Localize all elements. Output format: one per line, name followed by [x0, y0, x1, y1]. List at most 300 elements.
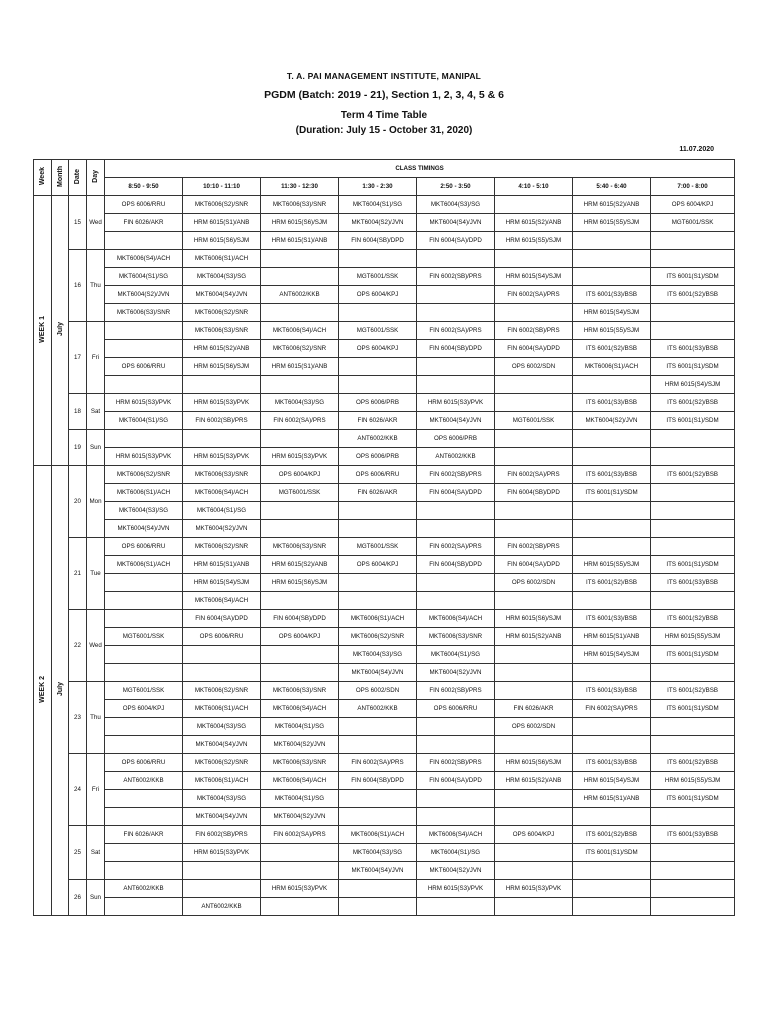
table-row — [34, 286, 735, 304]
class-cell: ITS 6001(S3)/BSB — [573, 394, 651, 412]
table-row — [34, 664, 735, 682]
class-cell — [651, 502, 735, 520]
class-cell: MKT6004(S1)/SG — [261, 790, 339, 808]
class-cell — [339, 304, 417, 322]
class-cell — [573, 736, 651, 754]
class-cell: ANT6002/KKB — [417, 448, 495, 466]
class-cell: MKT6004(S2)/JVN — [417, 862, 495, 880]
class-cell: OPS 6006/PRB — [417, 430, 495, 448]
day-cell: Sun — [87, 430, 105, 466]
table-row — [34, 592, 735, 610]
table-row — [34, 376, 735, 394]
day-cell: Wed — [87, 196, 105, 250]
class-cell — [261, 268, 339, 286]
class-cell — [261, 664, 339, 682]
class-cell — [495, 664, 573, 682]
class-cell — [339, 718, 417, 736]
class-cell: MKT6006(S1)/ACH — [183, 700, 261, 718]
class-cell — [339, 358, 417, 376]
class-cell: HRM 6015(S6)/SJM — [183, 358, 261, 376]
class-cell: MKT6006(S2)/SNR — [183, 304, 261, 322]
class-cell — [651, 430, 735, 448]
class-cell: HRM 6015(S6)/SJM — [495, 610, 573, 628]
class-cell: MKT6004(S3)/SG — [183, 718, 261, 736]
class-cell — [183, 430, 261, 448]
day-cell: Fri — [87, 322, 105, 394]
slot-header: 1:30 - 2:30 — [339, 178, 417, 196]
class-cell: FIN 6002(SA)/PRS — [261, 412, 339, 430]
table-row — [34, 808, 735, 826]
week-cell — [34, 196, 52, 466]
class-cell — [573, 250, 651, 268]
class-cell — [417, 376, 495, 394]
class-cell — [651, 538, 735, 556]
class-cell: ANT6002/KKB — [339, 430, 417, 448]
term-title: Term 4 Time Table — [340, 110, 428, 121]
class-cell: ANT6002/KKB — [261, 286, 339, 304]
class-cell — [495, 898, 573, 916]
class-cell: MKT6006(S4)/ACH — [261, 772, 339, 790]
class-cell: MKT6006(S4)/ACH — [105, 250, 183, 268]
class-cell — [339, 574, 417, 592]
class-cell: MKT6006(S2)/SNR — [183, 538, 261, 556]
class-cell: FIN 6026/AKR — [495, 700, 573, 718]
class-cell — [417, 358, 495, 376]
class-cell — [261, 502, 339, 520]
class-cell: MGT6001/SSK — [495, 412, 573, 430]
class-cell: MKT6006(S2)/SNR — [339, 628, 417, 646]
class-cell — [339, 376, 417, 394]
class-cell — [573, 592, 651, 610]
class-cell — [105, 376, 183, 394]
class-cell: HRM 6015(S3)/PVK — [495, 880, 573, 898]
class-cell: MGT6001/SSK — [339, 268, 417, 286]
class-cell: ITS 6001(S2)/BSB — [573, 340, 651, 358]
class-cell: MKT6004(S4)/JVN — [105, 520, 183, 538]
class-cell — [651, 862, 735, 880]
class-cell — [651, 232, 735, 250]
class-cell — [417, 790, 495, 808]
institute-title: T. A. PAI MANAGEMENT INSTITUTE, MANIPAL — [286, 71, 482, 81]
class-cell: MKT6004(S1)/SG — [261, 718, 339, 736]
class-cell: FIN 6002(SB)/PRS — [417, 268, 495, 286]
date-cell: 16 — [69, 250, 87, 322]
date-cell: 18 — [69, 394, 87, 430]
class-cell: FIN 6004(SA)/DPD — [495, 340, 573, 358]
class-cell: MKT6004(S2)/JVN — [105, 286, 183, 304]
month-cell — [52, 196, 69, 466]
class-cell: ITS 6001(S2)/BSB — [651, 610, 735, 628]
class-cell: ITS 6001(S3)/BSB — [573, 286, 651, 304]
class-cell — [417, 502, 495, 520]
table-row — [34, 754, 735, 772]
table-row — [34, 502, 735, 520]
day-cell: Sun — [87, 880, 105, 916]
class-cell: HRM 6015(S5)/SJM — [651, 628, 735, 646]
class-cell — [261, 844, 339, 862]
class-cell: MKT6004(S4)/JVN — [417, 214, 495, 232]
class-cell — [105, 736, 183, 754]
class-cell — [105, 340, 183, 358]
class-cell — [261, 376, 339, 394]
date-header-label: Date — [74, 168, 81, 185]
class-cell — [495, 520, 573, 538]
class-cell — [105, 664, 183, 682]
class-cell: HRM 6015(S4)/SJM — [573, 646, 651, 664]
class-cell: FIN 6026/AKR — [105, 826, 183, 844]
class-cell: MGT6001/SSK — [105, 628, 183, 646]
class-cell: MKT6004(S2)/JVN — [573, 412, 651, 430]
class-cell — [261, 862, 339, 880]
class-cell: HRM 6015(S1)/ANB — [573, 628, 651, 646]
class-cell: MKT6004(S3)/SG — [105, 502, 183, 520]
slot-header: 4:10 - 5:10 — [495, 178, 573, 196]
table-row — [34, 520, 735, 538]
day-header-label: Day — [92, 170, 99, 183]
class-cell: ITS 6001(S3)/BSB — [651, 340, 735, 358]
class-cell: MKT6006(S4)/ACH — [261, 700, 339, 718]
class-cell: MKT6006(S2)/SNR — [183, 682, 261, 700]
class-cell — [495, 502, 573, 520]
class-cell: FIN 6004(SA)/DPD — [417, 232, 495, 250]
class-cell: ITS 6001(S2)/BSB — [651, 394, 735, 412]
class-cell: HRM 6015(S1)/ANB — [573, 790, 651, 808]
class-cell: ITS 6001(S1)/SDM — [651, 556, 735, 574]
class-cell: FIN 6026/AKR — [339, 484, 417, 502]
class-cell: HRM 6015(S6)/SJM — [495, 754, 573, 772]
slot-header: 10:10 - 11:10 — [183, 178, 261, 196]
slot-header: 2:50 - 3:50 — [417, 178, 495, 196]
class-cell — [573, 430, 651, 448]
class-cell: ANT6002/KKB — [339, 700, 417, 718]
table-row — [34, 430, 735, 448]
table-row — [34, 466, 735, 484]
table-row — [34, 214, 735, 232]
table-row — [34, 718, 735, 736]
class-cell: MKT6004(S4)/JVN — [417, 412, 495, 430]
class-cell — [417, 718, 495, 736]
class-cell: MKT6006(S2)/SNR — [105, 466, 183, 484]
class-cell: ITS 6001(S3)/BSB — [573, 610, 651, 628]
class-cell: ITS 6001(S1)/SDM — [651, 412, 735, 430]
class-cell — [651, 898, 735, 916]
class-cell: HRM 6015(S3)/PVK — [105, 394, 183, 412]
class-cell — [339, 520, 417, 538]
table-row — [34, 358, 735, 376]
class-cell: OPS 6006/PRB — [339, 394, 417, 412]
class-cell — [651, 592, 735, 610]
class-cell: HRM 6015(S1)/ANB — [183, 214, 261, 232]
table-row — [34, 646, 735, 664]
class-cell: OPS 6006/RRU — [339, 466, 417, 484]
class-cell: MKT6006(S3)/SNR — [183, 466, 261, 484]
class-cell: FIN 6002(SB)/PRS — [417, 754, 495, 772]
class-cell: ITS 6001(S2)/BSB — [651, 466, 735, 484]
table-row — [34, 448, 735, 466]
class-cell: MKT6006(S1)/ACH — [183, 250, 261, 268]
class-cell: MKT6006(S4)/ACH — [417, 826, 495, 844]
class-cell — [105, 862, 183, 880]
class-cell: HRM 6015(S3)/PVK — [183, 448, 261, 466]
class-cell — [105, 574, 183, 592]
class-cell — [651, 448, 735, 466]
class-cell — [261, 430, 339, 448]
class-cell — [573, 502, 651, 520]
class-cell: MKT6004(S1)/SG — [417, 646, 495, 664]
class-cell: FIN 6002(SB)/PRS — [417, 466, 495, 484]
class-cell: HRM 6015(S1)/ANB — [261, 358, 339, 376]
table-row — [34, 196, 735, 214]
class-cell: ANT6002/KKB — [183, 898, 261, 916]
class-cell: FIN 6002(SA)/PRS — [417, 322, 495, 340]
class-cell — [651, 736, 735, 754]
class-cell: ITS 6001(S3)/BSB — [573, 682, 651, 700]
class-cell: HRM 6015(S4)/SJM — [651, 376, 735, 394]
table-row — [34, 574, 735, 592]
week-header-label: Week — [39, 167, 46, 186]
class-cell: FIN 6004(SB)/DPD — [261, 610, 339, 628]
class-cell: ANT6002/KKB — [105, 880, 183, 898]
class-cell: MKT6006(S1)/ACH — [105, 484, 183, 502]
class-cell — [495, 250, 573, 268]
class-cell — [651, 304, 735, 322]
class-cell: OPS 6006/RRU — [105, 196, 183, 214]
class-cell — [105, 610, 183, 628]
class-cell: OPS 6004/KPJ — [261, 466, 339, 484]
class-cell — [573, 808, 651, 826]
class-cell: OPS 6006/RRU — [417, 700, 495, 718]
class-cell — [495, 844, 573, 862]
class-cell: MKT6004(S3)/SG — [183, 790, 261, 808]
class-cell: OPS 6006/RRU — [105, 358, 183, 376]
class-cell: MGT6001/SSK — [651, 214, 735, 232]
class-cell — [651, 880, 735, 898]
class-cell — [105, 844, 183, 862]
class-cell — [417, 736, 495, 754]
class-cell — [495, 430, 573, 448]
class-cell — [339, 592, 417, 610]
class-cell: MKT6004(S2)/JVN — [417, 664, 495, 682]
class-cell: HRM 6015(S4)/SJM — [573, 772, 651, 790]
class-cell: HRM 6015(S4)/SJM — [573, 304, 651, 322]
class-cell — [495, 736, 573, 754]
class-cell: HRM 6015(S2)/ANB — [495, 214, 573, 232]
class-cell: ITS 6001(S1)/SDM — [573, 844, 651, 862]
class-cell: HRM 6015(S4)/SJM — [495, 268, 573, 286]
class-cell: HRM 6015(S6)/SJM — [261, 214, 339, 232]
class-cell: MKT6006(S1)/ACH — [339, 610, 417, 628]
class-cell: ITS 6001(S2)/BSB — [651, 754, 735, 772]
month-header — [52, 160, 69, 196]
class-cell: MKT6004(S4)/JVN — [339, 664, 417, 682]
class-cell: FIN 6002(SB)/PRS — [183, 826, 261, 844]
class-cell: OPS 6002/SDN — [495, 718, 573, 736]
class-cell: MKT6006(S2)/SNR — [261, 340, 339, 358]
class-cell: ITS 6001(S1)/SDM — [651, 646, 735, 664]
class-cell — [573, 520, 651, 538]
class-cell: FIN 6002(SA)/PRS — [495, 286, 573, 304]
class-cell — [417, 574, 495, 592]
class-cell — [183, 646, 261, 664]
day-cell: Wed — [87, 610, 105, 682]
class-cell — [495, 592, 573, 610]
program-title: PGDM (Batch: 2019 - 21), Section 1, 2, 3, 4, 5 & 6 — [264, 89, 504, 101]
class-cell — [573, 268, 651, 286]
class-cell — [339, 736, 417, 754]
class-cell — [651, 250, 735, 268]
class-cell: MKT6004(S4)/JVN — [339, 862, 417, 880]
class-cell: MKT6006(S3)/SNR — [261, 754, 339, 772]
class-cell: HRM 6015(S2)/ANB — [261, 556, 339, 574]
class-cell: ANT6002/KKB — [105, 772, 183, 790]
table-row — [34, 538, 735, 556]
class-cell: FIN 6026/AKR — [105, 214, 183, 232]
class-cell: HRM 6015(S3)/PVK — [183, 844, 261, 862]
class-cell: FIN 6002(SA)/PRS — [339, 754, 417, 772]
class-cell: ITS 6001(S2)/BSB — [651, 286, 735, 304]
class-cell: OPS 6004/KPJ — [339, 556, 417, 574]
day-cell: Thu — [87, 250, 105, 322]
class-cell: HRM 6015(S1)/ANB — [261, 232, 339, 250]
class-cell — [573, 448, 651, 466]
class-cell: MKT6004(S2)/JVN — [261, 808, 339, 826]
table-row — [34, 394, 735, 412]
table-row — [34, 898, 735, 916]
class-cell: MKT6006(S3)/SNR — [183, 322, 261, 340]
slot-header: 8:50 - 9:50 — [105, 178, 183, 196]
class-cell — [183, 880, 261, 898]
class-cell — [105, 790, 183, 808]
class-cell: OPS 6002/SDN — [495, 358, 573, 376]
class-cell — [417, 520, 495, 538]
table-row — [34, 736, 735, 754]
class-cell — [573, 880, 651, 898]
class-cell: ITS 6001(S2)/BSB — [573, 574, 651, 592]
class-cell: MGT6001/SSK — [261, 484, 339, 502]
class-cell — [183, 862, 261, 880]
class-cell: ITS 6001(S3)/BSB — [573, 466, 651, 484]
class-cell: FIN 6002(SB)/PRS — [495, 322, 573, 340]
class-cell: FIN 6004(SB)/DPD — [339, 232, 417, 250]
table-row — [34, 322, 735, 340]
class-cell: MGT6001/SSK — [105, 682, 183, 700]
class-cell: MKT6006(S4)/ACH — [261, 322, 339, 340]
class-cell: OPS 6006/RRU — [183, 628, 261, 646]
class-cell: ITS 6001(S3)/BSB — [651, 826, 735, 844]
class-cell — [105, 808, 183, 826]
class-cell — [495, 808, 573, 826]
class-cell: MKT6004(S1)/SG — [183, 502, 261, 520]
class-cell: HRM 6015(S5)/SJM — [573, 322, 651, 340]
table-row — [34, 772, 735, 790]
table-row — [34, 880, 735, 898]
class-cell: OPS 6004/KPJ — [495, 826, 573, 844]
class-cell: OPS 6004/KPJ — [105, 700, 183, 718]
class-cell — [417, 250, 495, 268]
table-row — [34, 790, 735, 808]
class-cell: MKT6006(S4)/ACH — [183, 592, 261, 610]
class-cell — [261, 250, 339, 268]
table-row — [34, 610, 735, 628]
class-cell: OPS 6002/SDN — [339, 682, 417, 700]
class-cell — [651, 322, 735, 340]
day-cell: Thu — [87, 682, 105, 754]
table-row — [34, 412, 735, 430]
class-cell: MKT6004(S4)/JVN — [183, 736, 261, 754]
class-cell — [495, 682, 573, 700]
date-header — [69, 160, 87, 196]
class-cell — [573, 538, 651, 556]
class-cell — [573, 232, 651, 250]
class-cell: FIN 6002(SA)/PRS — [495, 466, 573, 484]
table-row — [34, 862, 735, 880]
class-cell: MKT6004(S3)/SG — [183, 268, 261, 286]
class-cell: ITS 6001(S1)/SDM — [651, 700, 735, 718]
class-cell — [261, 520, 339, 538]
class-timings-header: CLASS TIMINGS — [105, 160, 735, 178]
class-cell: HRM 6015(S3)/PVK — [417, 394, 495, 412]
class-cell: ITS 6001(S1)/SDM — [573, 484, 651, 502]
class-cell: HRM 6015(S2)/ANB — [573, 196, 651, 214]
class-cell: MKT6004(S2)/JVN — [339, 214, 417, 232]
class-cell — [417, 808, 495, 826]
class-cell — [651, 844, 735, 862]
class-cell — [495, 394, 573, 412]
class-cell — [105, 322, 183, 340]
date-cell: 21 — [69, 538, 87, 610]
date-cell: 22 — [69, 610, 87, 682]
table-row — [34, 844, 735, 862]
day-cell: Fri — [87, 754, 105, 826]
class-cell: OPS 6004/KPJ — [339, 340, 417, 358]
class-cell — [573, 718, 651, 736]
class-cell — [495, 862, 573, 880]
class-cell — [105, 430, 183, 448]
class-cell — [417, 286, 495, 304]
class-cell: ITS 6001(S1)/SDM — [651, 358, 735, 376]
class-cell — [339, 880, 417, 898]
class-cell: MKT6006(S4)/ACH — [183, 484, 261, 502]
class-cell: FIN 6002(SA)/PRS — [261, 826, 339, 844]
table-row — [34, 700, 735, 718]
class-cell: MKT6006(S3)/SNR — [261, 196, 339, 214]
class-cell: MKT6006(S4)/ACH — [417, 610, 495, 628]
class-cell — [573, 862, 651, 880]
class-cell: MKT6004(S1)/SG — [417, 844, 495, 862]
class-cell: ITS 6001(S2)/BSB — [651, 682, 735, 700]
week-header — [34, 160, 52, 196]
class-cell: ITS 6001(S1)/SDM — [651, 268, 735, 286]
class-cell: MKT6006(S2)/SNR — [183, 196, 261, 214]
class-cell — [339, 790, 417, 808]
class-cell — [495, 304, 573, 322]
slot-header: 7:00 - 8:00 — [651, 178, 735, 196]
class-cell — [105, 898, 183, 916]
class-cell: MKT6004(S3)/SG — [261, 394, 339, 412]
class-cell: ITS 6001(S3)/BSB — [573, 754, 651, 772]
class-cell: FIN 6002(SB)/PRS — [417, 682, 495, 700]
class-cell: HRM 6015(S2)/ANB — [495, 628, 573, 646]
class-cell: ITS 6001(S3)/BSB — [651, 574, 735, 592]
class-cell: MKT6006(S1)/ACH — [339, 826, 417, 844]
class-cell: MKT6006(S2)/SNR — [183, 754, 261, 772]
class-cell — [339, 250, 417, 268]
class-cell — [651, 520, 735, 538]
class-cell: HRM 6015(S2)/ANB — [183, 340, 261, 358]
class-cell: MKT6006(S3)/SNR — [417, 628, 495, 646]
class-cell: HRM 6015(S4)/SJM — [183, 574, 261, 592]
class-cell — [105, 232, 183, 250]
